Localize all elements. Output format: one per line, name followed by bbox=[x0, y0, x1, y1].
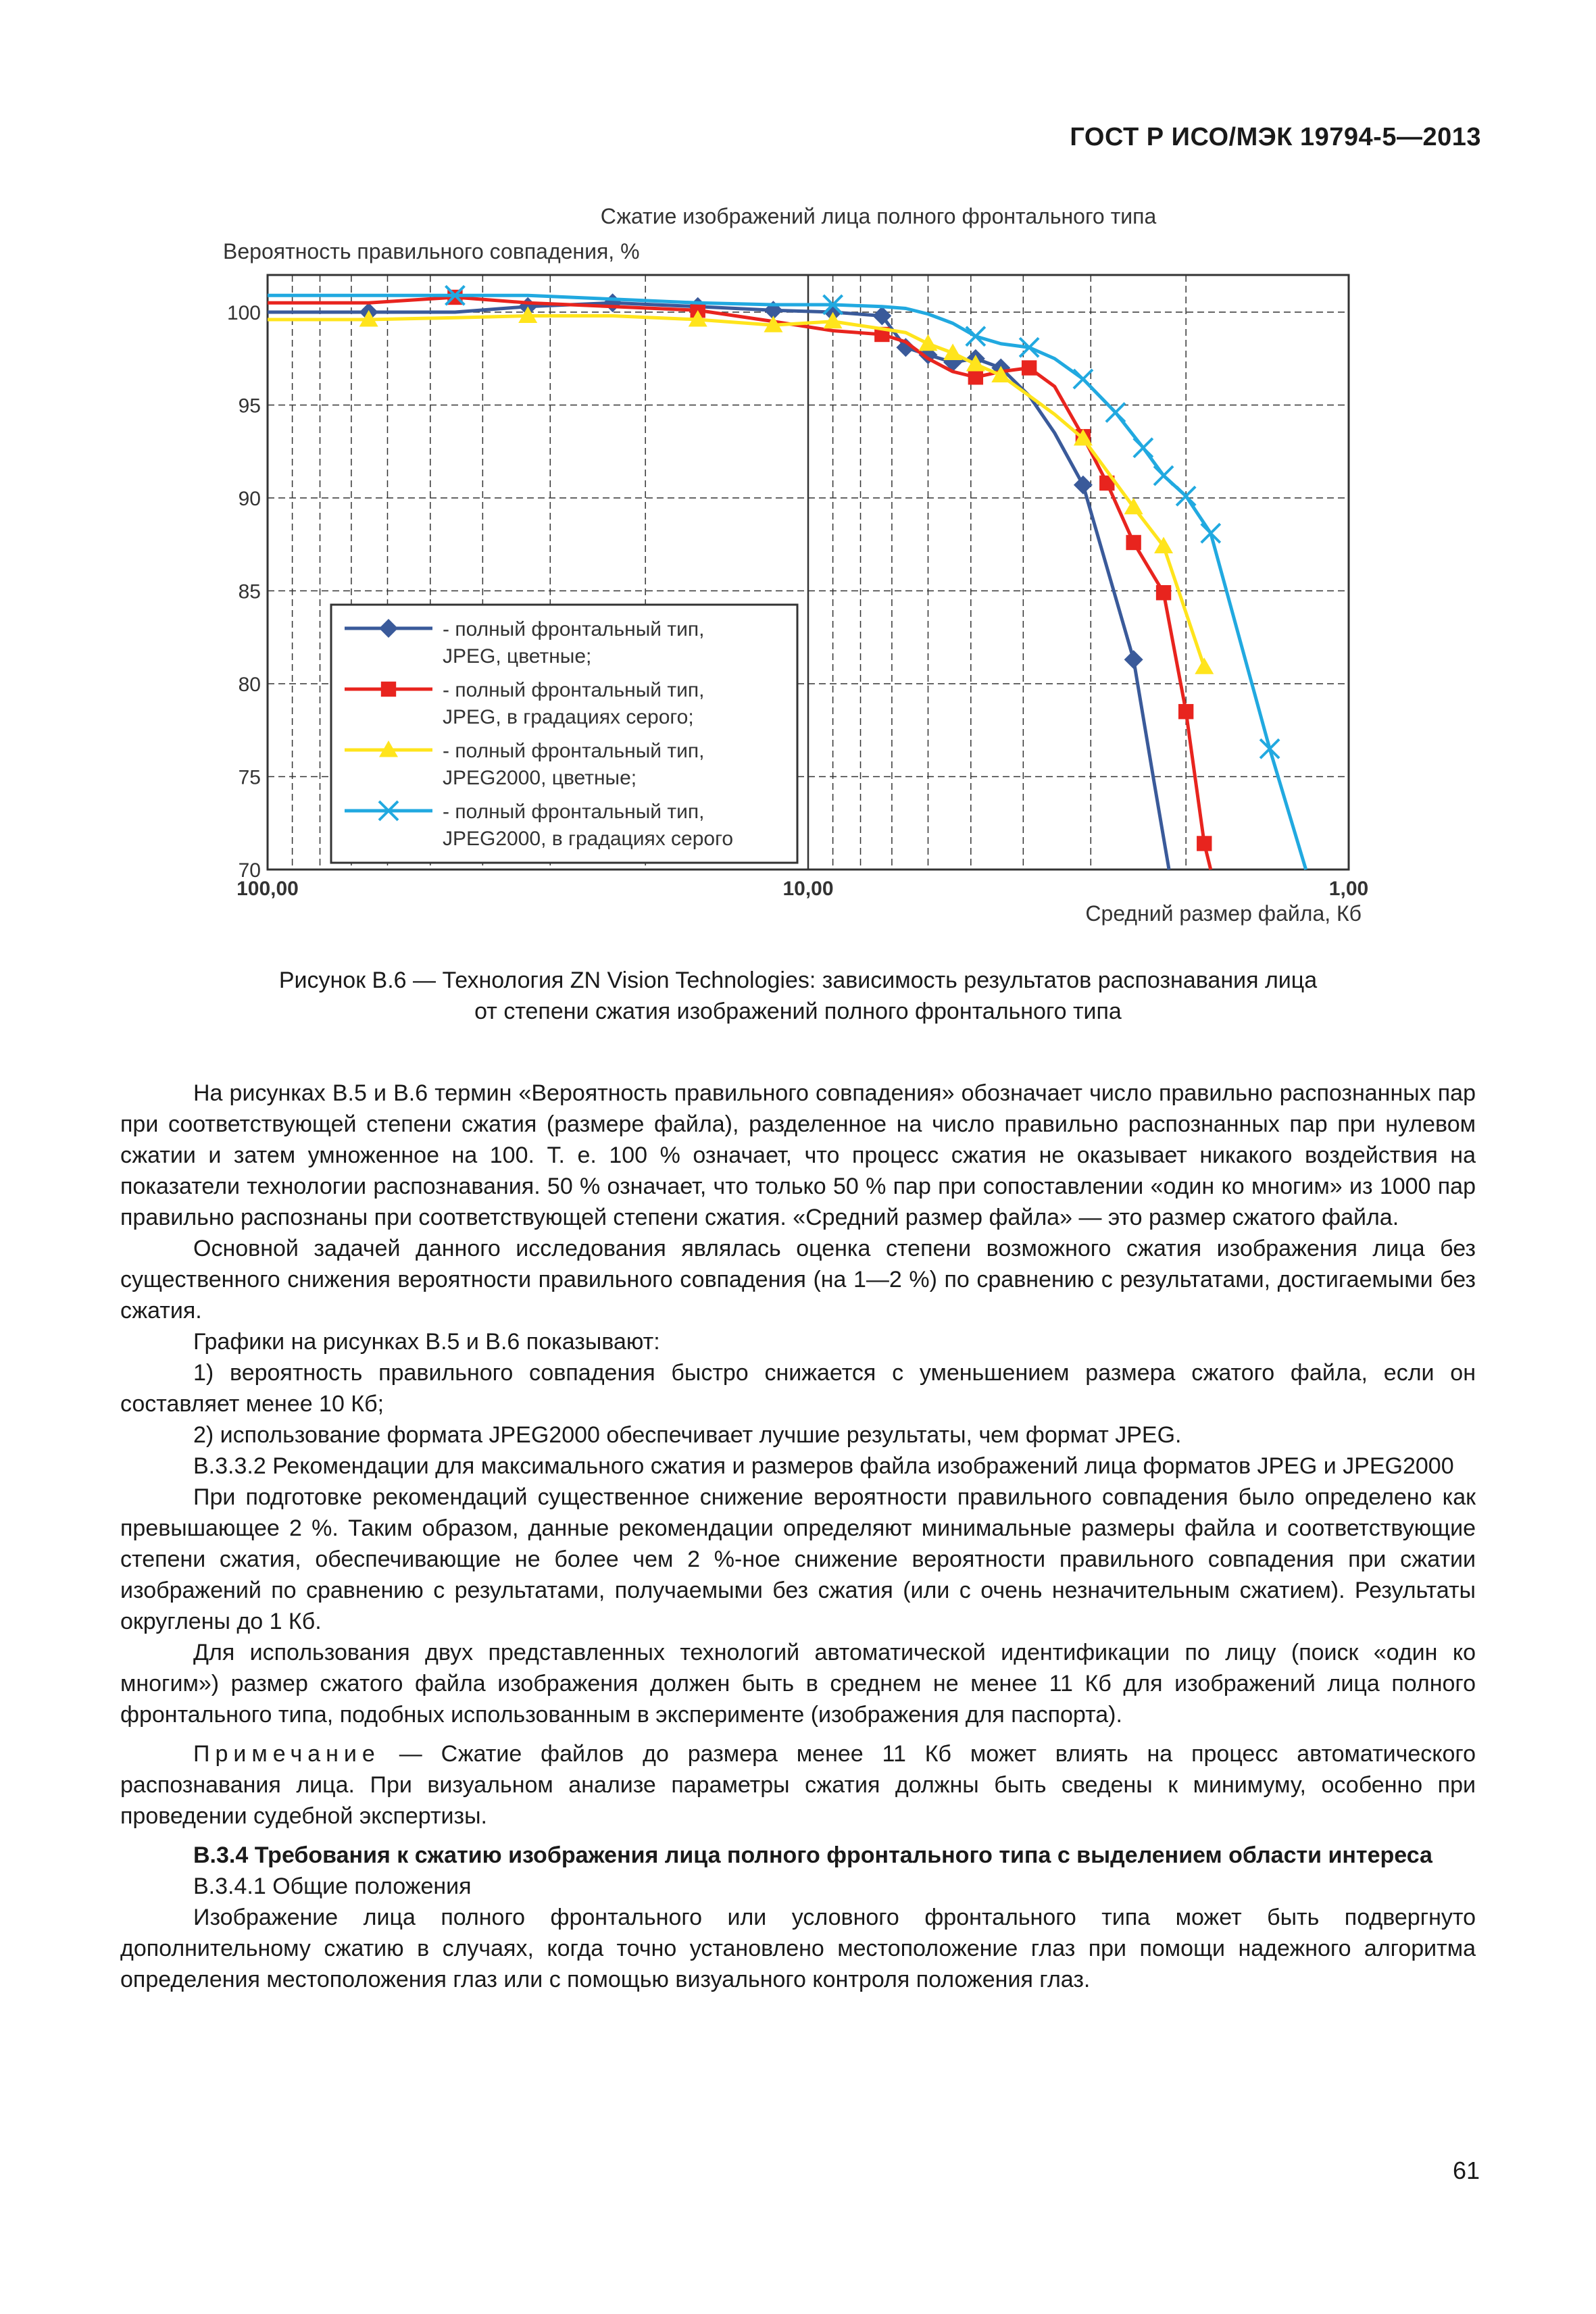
legend-label: JPEG, в градациях серого; bbox=[443, 706, 694, 728]
legend-label: - полный фронтальный тип, bbox=[443, 801, 705, 823]
paragraph-finding-2: 2) использование формата JPEG2000 обеспечивает лучшие результаты, чем формат JPEG. bbox=[193, 1422, 1182, 1448]
x-tick-label: 1,00 bbox=[1328, 878, 1369, 900]
figure-caption-line-1: Рисунок В.6 — Технология ZN Vision Technologies: зависимость результатов распознавания лица bbox=[278, 967, 1318, 993]
series-marker-square bbox=[1022, 360, 1037, 375]
paragraph-study-goal: Основной задачей данного исследования являлась оценка степени возможного сжатия изображения лица без существенного снижения вероятности правильного совпадения (на 1—2 %) по сравнению с результатами, достигаемыми без сжатия. bbox=[120, 1236, 1476, 1324]
chart-y-axis-label: Вероятность правильного совпадения, % bbox=[223, 239, 640, 263]
y-tick-label: 75 bbox=[238, 766, 261, 789]
y-tick-label: 85 bbox=[238, 580, 261, 603]
series-marker-diamond bbox=[603, 293, 622, 312]
series-marker-triangle bbox=[1195, 657, 1214, 674]
chart-legend bbox=[331, 605, 797, 863]
series-marker-x bbox=[1201, 524, 1220, 543]
y-tick-label: 80 bbox=[238, 674, 261, 696]
series-marker-x bbox=[1260, 739, 1279, 758]
series-marker-x bbox=[1106, 403, 1125, 422]
series-marker-square bbox=[1126, 535, 1141, 550]
series-marker-square bbox=[968, 370, 983, 384]
compression-chart bbox=[203, 193, 1392, 942]
legend-label: JPEG2000, в градациях серого bbox=[443, 828, 734, 850]
paragraph-graphs-show: Графики на рисунках В.5 и В.6 показывают: bbox=[193, 1329, 660, 1355]
y-tick-label: 95 bbox=[238, 395, 261, 418]
series-marker-square bbox=[1156, 585, 1171, 600]
y-tick-label: 70 bbox=[238, 859, 261, 882]
series-marker-square bbox=[1178, 704, 1193, 719]
legend-label: JPEG2000, цветные; bbox=[443, 767, 637, 789]
legend-box bbox=[331, 605, 797, 863]
chart-x-axis-label: Средний размер файла, Кб bbox=[1085, 901, 1362, 926]
series-marker-x bbox=[1134, 438, 1153, 457]
paragraph-term-definition: На рисунках В.5 и В.6 термин «Вероятность правильного совпадения» обозначает число правильно распознанных пар при соответствующей степени сжатия (размере файла), разделенное на число правильно распознанных пар при нулевом сжатии и затем умноженное на 100. Т. е. 100 % означает, что процесс сжатия не оказывает никакого воздействия на показатели технологии распознавания. 50 % означает, что только 50 % пар при сопоставлении «один ко многим» из 1000 пар правильно распознаны при соответствующей степени сжатия. «Средний размер файла» — это размер сжатого файла. bbox=[120, 1080, 1476, 1230]
body-text bbox=[120, 1078, 1476, 1995]
legend-label: - полный фронтальный тип, bbox=[443, 618, 705, 640]
series-marker-x bbox=[1074, 370, 1093, 388]
legend-label: - полный фронтальный тип, bbox=[443, 679, 705, 701]
paragraph-finding-1: 1) вероятность правильного совпадения быстро снижается с уменьшением размера сжатого файла, если он составляет менее 10 Кб; bbox=[120, 1360, 1476, 1417]
page-number: 61 bbox=[1452, 2157, 1480, 2184]
series-marker-x bbox=[966, 327, 985, 346]
series-marker-diamond bbox=[1074, 476, 1093, 495]
series-marker-x bbox=[1154, 466, 1173, 485]
note-paragraph bbox=[120, 1738, 1476, 1832]
paragraph-section-b341: В.3.4.1 Общие положения bbox=[193, 1873, 472, 1899]
series-marker-square bbox=[381, 682, 396, 697]
note-label: Примечание bbox=[193, 1741, 380, 1767]
chart-title: Сжатие изображений лица полного фронтального типа bbox=[600, 204, 1157, 228]
legend-label: - полный фронтальный тип, bbox=[443, 740, 705, 762]
paragraph-section-b332: В.3.3.2 Рекомендации для максимального сжатия и размеров файла изображений лица форматов JPEG и JPEG2000 bbox=[193, 1453, 1454, 1479]
section-heading-b34: В.3.4 Требования к сжатию изображения лица полного фронтального типа с выделением области интереса bbox=[193, 1842, 1432, 1868]
paragraph-recommendations: При подготовке рекомендаций существенное снижение вероятности правильного совпадения было определено как превышающее 2 %. Таким образом, данные рекомендации определяют минимальные размеры файла и соответствующие степени сжатия, обеспечивающие не более чем 2 %-ное снижение вероятности правильного совпадения при сжатии изображений по сравнению с результатами, получаемыми без сжатия (или с очень незначительным сжатием). Результаты округлены до 1 Кб. bbox=[120, 1484, 1476, 1634]
series-marker-triangle bbox=[918, 334, 937, 351]
series-marker-diamond bbox=[1124, 650, 1143, 669]
paragraph-file-size-requirement: Для использования двух представленных технологий автоматической идентификации по лицу (поиск «один ко многим») размер сжатого файла изображения должен быть в среднем не менее 11 Кб для изображений лица полного фронтального типа, подобных использованным в эксперименте (изображения для паспорта). bbox=[120, 1640, 1476, 1728]
note-text: — Сжатие файлов до размера менее 11 Кб может влиять на процесс автоматического распознавания лица. При визуальном анализе параметры сжатия должны быть сведены к минимуму, особенно при проведении судебной экспертизы. bbox=[120, 1741, 1476, 1829]
x-tick-label: 10,00 bbox=[782, 878, 834, 900]
paragraph-additional-compression: Изображение лица полного фронтального или условного фронтального типа может быть подвергнуто дополнительному сжатию в случаях, когда точно установлено местоположение глаз при помощи надежного алгоритма определения местоположения глаз или с помощью визуального контроля положения глаз. bbox=[120, 1905, 1476, 1992]
figure-caption bbox=[115, 965, 1481, 1027]
y-tick-label: 100 bbox=[226, 302, 261, 324]
figure-caption-line-2: от степени сжатия изображений полного фронтального типа bbox=[474, 999, 1122, 1024]
legend-label: JPEG, цветные; bbox=[443, 645, 592, 668]
y-tick-label: 90 bbox=[238, 488, 261, 510]
standard-code-header: ГОСТ Р ИСО/МЭК 19794-5—2013 bbox=[1070, 123, 1481, 151]
x-tick-label: 100,00 bbox=[236, 878, 299, 900]
series-marker-square bbox=[1197, 836, 1212, 851]
